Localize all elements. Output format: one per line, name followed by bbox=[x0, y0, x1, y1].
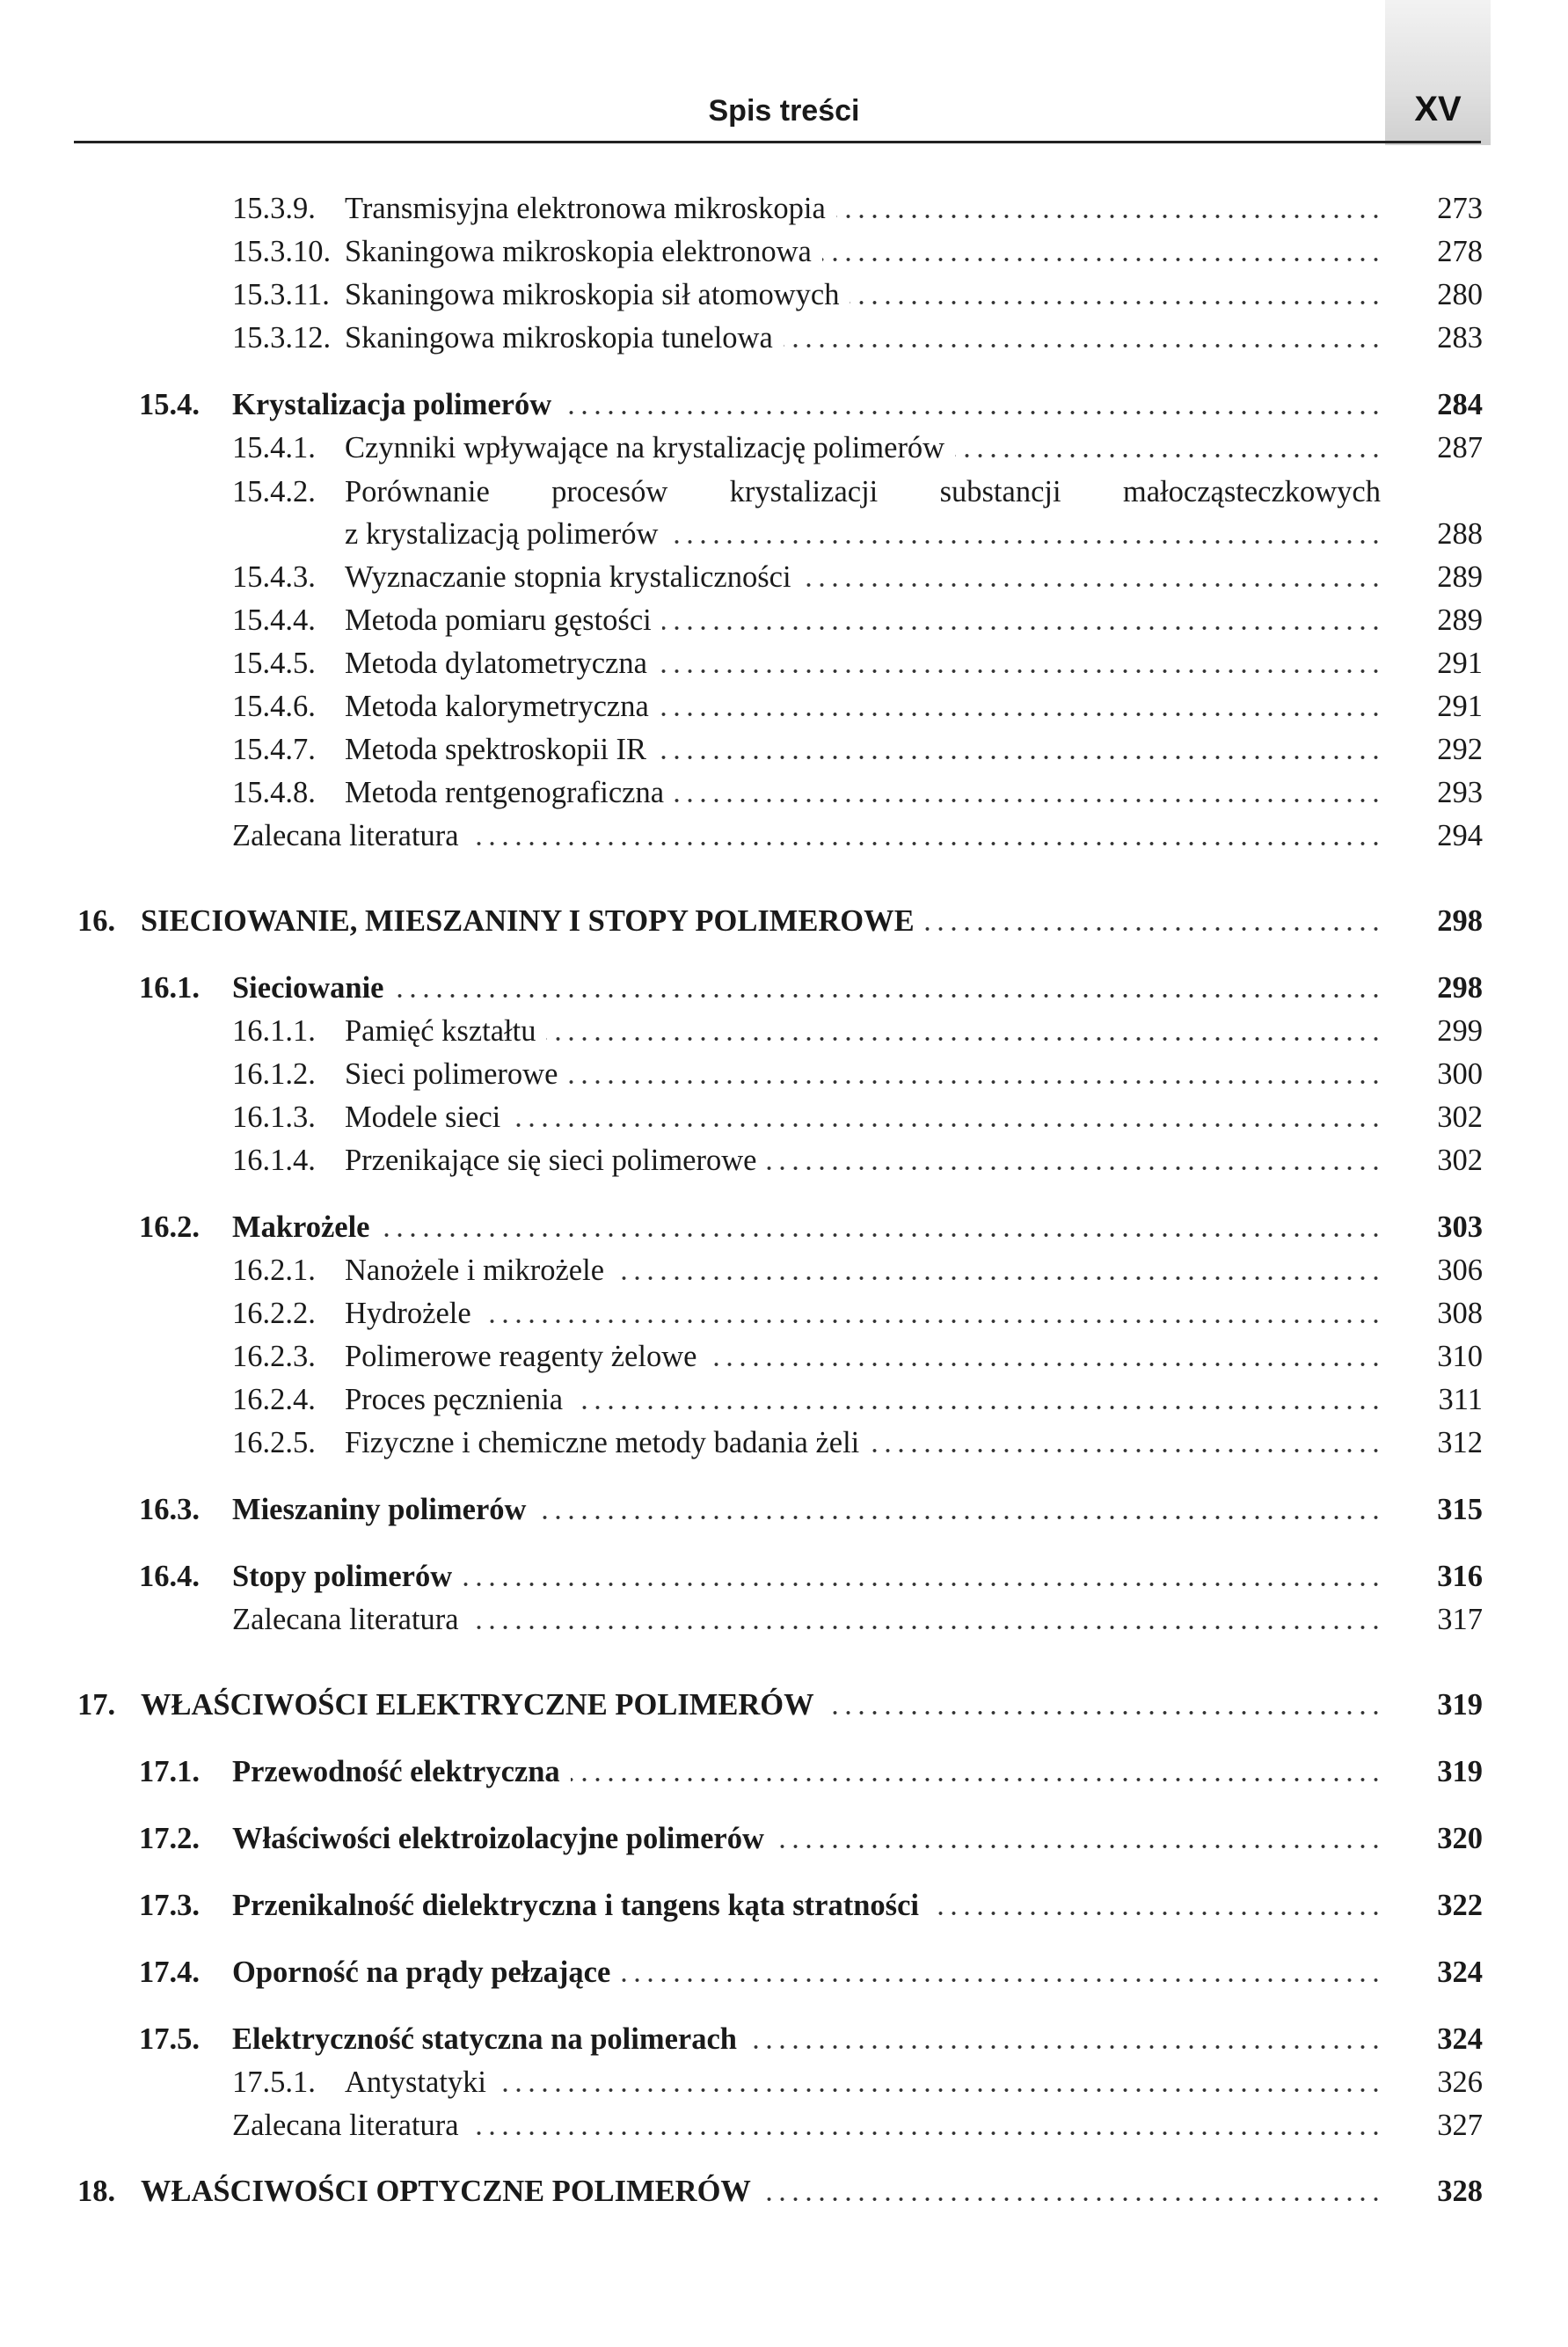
toc-entry-title: Skaningowa mikroskopia sił atomowych bbox=[345, 278, 840, 311]
toc-entry-title: Transmisyjna elektronowa mikroskopia bbox=[345, 192, 826, 225]
toc-entry-number: 16.1.3. bbox=[232, 1100, 316, 1134]
toc-entry-subsection bbox=[0, 1292, 1568, 1334]
toc-entry-title: Właściwości elektroizolacyjne polimerów bbox=[232, 1822, 764, 1855]
toc-entry-literature bbox=[0, 1598, 1568, 1641]
toc-entry-number: 16.1.2. bbox=[232, 1057, 316, 1091]
leader-dots bbox=[511, 1122, 1382, 1128]
toc-entry-number: 15.4.8. bbox=[232, 776, 316, 809]
leader-dots bbox=[470, 841, 1382, 846]
toc-entry-title: Sieciowanie bbox=[232, 971, 384, 1005]
toc-entry-title: Metoda pomiaru gęstości bbox=[345, 603, 652, 637]
toc-entry-subsection bbox=[0, 1139, 1568, 1181]
leader-dots bbox=[497, 2087, 1382, 2093]
leader-dots bbox=[802, 582, 1382, 588]
toc-entry-subsection bbox=[0, 728, 1568, 771]
toc-entry-title: Czynniki wpływające na krystalizację polimerów bbox=[345, 431, 945, 464]
toc-entry-title: Stopy polimerów bbox=[232, 1560, 453, 1593]
toc-entry-title: Przewodność elektryczna bbox=[232, 1755, 560, 1788]
toc-entry-title: Mieszaniny polimerów bbox=[232, 1493, 527, 1526]
toc-entry-subsection bbox=[0, 1422, 1568, 1464]
toc-entry-section bbox=[0, 1951, 1568, 1993]
toc-entry-title: Metoda rentgenograficzna bbox=[345, 776, 665, 809]
toc-entry-number: 15.3.9. bbox=[232, 192, 316, 225]
toc-entry-title: Hydrożele bbox=[345, 1297, 471, 1330]
toc-entry-page: 287 bbox=[1437, 431, 1483, 464]
toc-entry-subsection bbox=[0, 771, 1568, 814]
toc-entry-number: 15.4.4. bbox=[232, 603, 316, 637]
toc-entry-page: 273 bbox=[1437, 192, 1483, 225]
toc-entry-page: 328 bbox=[1437, 2175, 1483, 2208]
leader-dots bbox=[784, 343, 1382, 348]
toc-entry-title: Zalecana literatura bbox=[232, 1603, 459, 1636]
toc-entry-page: 319 bbox=[1437, 1755, 1483, 1788]
toc-entry-title: Sieci polimerowe bbox=[345, 1057, 558, 1091]
leader-dots bbox=[707, 1362, 1382, 1367]
toc-entry-page: 291 bbox=[1437, 690, 1483, 723]
toc-entry-page: 326 bbox=[1437, 2066, 1483, 2099]
toc-entry-title: Porównanie procesów krystalizacji substancji małocząsteczkowych bbox=[345, 475, 1381, 508]
page-number: XV bbox=[1414, 90, 1462, 128]
toc-entry-subsection bbox=[0, 1335, 1568, 1378]
toc-entry-page: 289 bbox=[1437, 560, 1483, 594]
toc-entry-section bbox=[0, 1817, 1568, 1860]
toc-entry-title: Skaningowa mikroskopia tunelowa bbox=[345, 321, 773, 355]
toc-entry-title: Elektryczność statyczna na polimerach bbox=[232, 2022, 737, 2056]
leader-dots bbox=[470, 1625, 1382, 1630]
toc-entry-number: 16.3. bbox=[139, 1493, 200, 1526]
toc-entry-page: 280 bbox=[1437, 278, 1483, 311]
toc-entry-number: 17.3. bbox=[139, 1889, 200, 1922]
toc-entry-page: 319 bbox=[1437, 1688, 1483, 1722]
toc-entry-title: WŁAŚCIWOŚCI ELEKTRYCZNE POLIMERÓW bbox=[141, 1688, 814, 1722]
leader-dots bbox=[662, 625, 1382, 631]
toc-entry-section bbox=[0, 1206, 1568, 1248]
toc-entry-number: 16. bbox=[77, 904, 116, 938]
toc-entry-number: 17.5. bbox=[139, 2022, 200, 2056]
toc-entry-number: 15.4.6. bbox=[232, 690, 316, 723]
toc-entry-title: Przenikające się sieci polimerowe bbox=[345, 1144, 757, 1177]
toc-entry-number: 17.4. bbox=[139, 1956, 200, 1989]
leader-dots bbox=[658, 669, 1382, 674]
leader-dots bbox=[615, 1276, 1382, 1281]
toc-entry-page: 288 bbox=[1437, 517, 1483, 551]
leader-dots bbox=[660, 712, 1382, 717]
toc-entry-subsection bbox=[0, 1053, 1568, 1095]
toc-entry-page: 317 bbox=[1437, 1603, 1483, 1636]
toc-entry-number: 17.2. bbox=[139, 1822, 200, 1855]
toc-entry-number: 15.4.5. bbox=[232, 647, 316, 680]
toc-entry-title: Krystalizacja polimerów bbox=[232, 388, 552, 421]
toc-entry-title: SIECIOWANIE, MIESZANINY I STOPY POLIMEROWE bbox=[141, 904, 915, 938]
toc-entry-title: Skaningowa mikroskopia elektronowa bbox=[345, 235, 812, 268]
toc-entry-number: 15.3.11. bbox=[232, 278, 330, 311]
toc-entry-page: 302 bbox=[1437, 1144, 1483, 1177]
toc-entry-subsection bbox=[0, 230, 1568, 273]
leader-dots bbox=[955, 453, 1382, 458]
toc-entry-page: 324 bbox=[1437, 1956, 1483, 1989]
toc-entry-subsection bbox=[0, 685, 1568, 727]
toc-entry-page: 316 bbox=[1437, 1560, 1483, 1593]
toc-entry-number: 16.1.1. bbox=[232, 1014, 316, 1048]
toc-entry-number: 17. bbox=[77, 1688, 116, 1722]
leader-dots bbox=[482, 1319, 1382, 1324]
toc-entry-title: Oporność na prądy pełzające bbox=[232, 1956, 611, 1989]
toc-entry-page: 303 bbox=[1437, 1210, 1483, 1244]
toc-entry-page: 278 bbox=[1437, 235, 1483, 268]
toc-entry-page: 289 bbox=[1437, 603, 1483, 637]
toc-entry-literature bbox=[0, 2104, 1568, 2146]
leader-dots bbox=[657, 755, 1382, 760]
toc-entry-subsection bbox=[0, 556, 1568, 598]
toc-entry-page: 312 bbox=[1437, 1426, 1483, 1459]
leader-dots bbox=[380, 1232, 1382, 1238]
toc-entry-section bbox=[0, 1884, 1568, 1927]
toc-entry-number: 16.2.2. bbox=[232, 1297, 316, 1330]
toc-entry-section bbox=[0, 384, 1568, 426]
leader-dots bbox=[568, 1079, 1382, 1085]
toc-entry-section bbox=[0, 967, 1568, 1009]
toc-entry-subsection bbox=[0, 471, 1568, 555]
toc-entry-section bbox=[0, 1751, 1568, 1793]
leader-dots bbox=[562, 410, 1382, 415]
toc-entry-page: 306 bbox=[1437, 1254, 1483, 1287]
toc-entry-page: 308 bbox=[1437, 1297, 1483, 1330]
leader-dots bbox=[775, 1844, 1382, 1849]
toc-entry-number: 15.3.12. bbox=[232, 321, 332, 355]
toc-entry-page: 291 bbox=[1437, 647, 1483, 680]
leader-dots bbox=[668, 539, 1382, 545]
toc-entry-title: Pamięć kształtu bbox=[345, 1014, 536, 1048]
leader-dots bbox=[850, 300, 1382, 305]
leader-dots bbox=[536, 1515, 1382, 1520]
toc-entry-page: 284 bbox=[1437, 388, 1483, 421]
toc-entry-page: 327 bbox=[1437, 2109, 1483, 2142]
toc-entry-title: WŁAŚCIWOŚCI OPTYCZNE POLIMERÓW bbox=[141, 2175, 751, 2208]
toc-entry-subsection bbox=[0, 317, 1568, 359]
toc-entry-page: 315 bbox=[1437, 1493, 1483, 1526]
toc-entry-number: 15.4.2. bbox=[232, 475, 316, 508]
toc-entry-page: 311 bbox=[1438, 1383, 1483, 1416]
running-header-title: Spis treści bbox=[708, 94, 860, 128]
toc-entry-page: 294 bbox=[1437, 819, 1483, 852]
toc-entry-page: 324 bbox=[1437, 2022, 1483, 2056]
leader-dots bbox=[767, 1166, 1382, 1171]
toc-entry-subsection bbox=[0, 1096, 1568, 1138]
leader-dots bbox=[825, 1710, 1382, 1715]
leader-dots bbox=[836, 214, 1382, 219]
toc-entry-number: 15.4.7. bbox=[232, 733, 316, 766]
toc-entry-subsection bbox=[0, 2061, 1568, 2103]
toc-entry-number: 16.1. bbox=[139, 971, 200, 1005]
toc-entry-number: 16.2. bbox=[139, 1210, 200, 1244]
toc-entry-number: 16.2.5. bbox=[232, 1426, 316, 1459]
toc-entry-title: Proces pęcznienia bbox=[345, 1383, 564, 1416]
toc-entry-chapter bbox=[0, 900, 1568, 942]
toc-entry-section bbox=[0, 1555, 1568, 1598]
toc-entry-subsection bbox=[0, 1378, 1568, 1421]
toc-entry-page: 298 bbox=[1437, 971, 1483, 1005]
toc-entry-page: 283 bbox=[1437, 321, 1483, 355]
toc-entry-number: 16.2.4. bbox=[232, 1383, 316, 1416]
toc-entry-number: 15.4.1. bbox=[232, 431, 316, 464]
toc-entry-page: 298 bbox=[1437, 904, 1483, 938]
toc-entry-title: Fizyczne i chemiczne metody badania żeli bbox=[345, 1426, 860, 1459]
toc-entry-subsection bbox=[0, 1249, 1568, 1291]
leader-dots bbox=[463, 1582, 1382, 1587]
toc-entry-subsection bbox=[0, 642, 1568, 684]
leader-dots bbox=[822, 257, 1382, 262]
toc-entry-section bbox=[0, 1488, 1568, 1531]
toc-entry-chapter bbox=[0, 2170, 1568, 2212]
leader-dots bbox=[546, 1036, 1382, 1042]
toc-entry-number: 17.5.1. bbox=[232, 2066, 316, 2099]
toc-entry-section bbox=[0, 2018, 1568, 2060]
toc-entry-title: Nanożele i mikrożele bbox=[345, 1254, 605, 1287]
toc-entry-subsection bbox=[0, 274, 1568, 316]
leader-dots bbox=[394, 993, 1382, 998]
leader-dots bbox=[470, 2131, 1382, 2136]
toc-entry-number: 16.2.3. bbox=[232, 1340, 316, 1373]
leader-dots bbox=[930, 1911, 1382, 1916]
leader-dots bbox=[621, 1978, 1382, 1983]
leader-dots bbox=[748, 2044, 1382, 2050]
toc-entry-number: 18. bbox=[77, 2175, 116, 2208]
toc-entry-title: Metoda kalorymetryczna bbox=[345, 690, 649, 723]
toc-entry-page: 299 bbox=[1437, 1014, 1483, 1048]
toc-entry-number: 16.4. bbox=[139, 1560, 200, 1593]
toc-entry-literature bbox=[0, 815, 1568, 857]
toc-entry-chapter bbox=[0, 1684, 1568, 1726]
toc-entry-number: 15.4. bbox=[139, 388, 200, 421]
toc-entry-number: 15.4.3. bbox=[232, 560, 316, 594]
leader-dots bbox=[762, 2197, 1382, 2202]
toc-entry-title: Metoda dylatometryczna bbox=[345, 647, 647, 680]
toc-entry-page: 300 bbox=[1437, 1057, 1483, 1091]
toc-entry-subsection bbox=[0, 599, 1568, 641]
toc-entry-title: Zalecana literatura bbox=[232, 819, 459, 852]
toc-entry-number: 15.3.10. bbox=[232, 235, 332, 268]
toc-entry-number: 16.1.4. bbox=[232, 1144, 316, 1177]
leader-dots bbox=[675, 798, 1382, 803]
toc-entry-title: Modele sieci bbox=[345, 1100, 501, 1134]
toc-entry-page: 322 bbox=[1437, 1889, 1483, 1922]
toc-entry-page: 320 bbox=[1437, 1822, 1483, 1855]
leader-dots bbox=[925, 926, 1382, 932]
leader-dots bbox=[870, 1448, 1382, 1453]
toc-entry-title: Antystatyki bbox=[345, 2066, 486, 2099]
toc-entry-page: 292 bbox=[1437, 733, 1483, 766]
toc-entry-title: Przenikalność dielektryczna i tangens kąta stratności bbox=[232, 1889, 919, 1922]
toc-entry-subsection bbox=[0, 1010, 1568, 1052]
toc-entry-page: 293 bbox=[1437, 776, 1483, 809]
toc-entry-title: Metoda spektroskopii IR bbox=[345, 733, 647, 766]
leader-dots bbox=[571, 1777, 1382, 1782]
toc-entry-title: Makrożele bbox=[232, 1210, 370, 1244]
toc-entry-number: 17.1. bbox=[139, 1755, 200, 1788]
toc-entry-number: 16.2.1. bbox=[232, 1254, 316, 1287]
toc-entry-page: 310 bbox=[1437, 1340, 1483, 1373]
toc-entry-page: 302 bbox=[1437, 1100, 1483, 1134]
toc-entry-title: Zalecana literatura bbox=[232, 2109, 459, 2142]
leader-dots bbox=[573, 1405, 1382, 1410]
toc-entry-subsection bbox=[0, 427, 1568, 469]
toc-entry-title: Wyznaczanie stopnia krystaliczności bbox=[345, 560, 791, 594]
toc-entry-title: Polimerowe reagenty żelowe bbox=[345, 1340, 697, 1373]
toc-entry-title-continued: z krystalizacją polimerów bbox=[345, 517, 659, 551]
toc-entry-subsection bbox=[0, 187, 1568, 230]
